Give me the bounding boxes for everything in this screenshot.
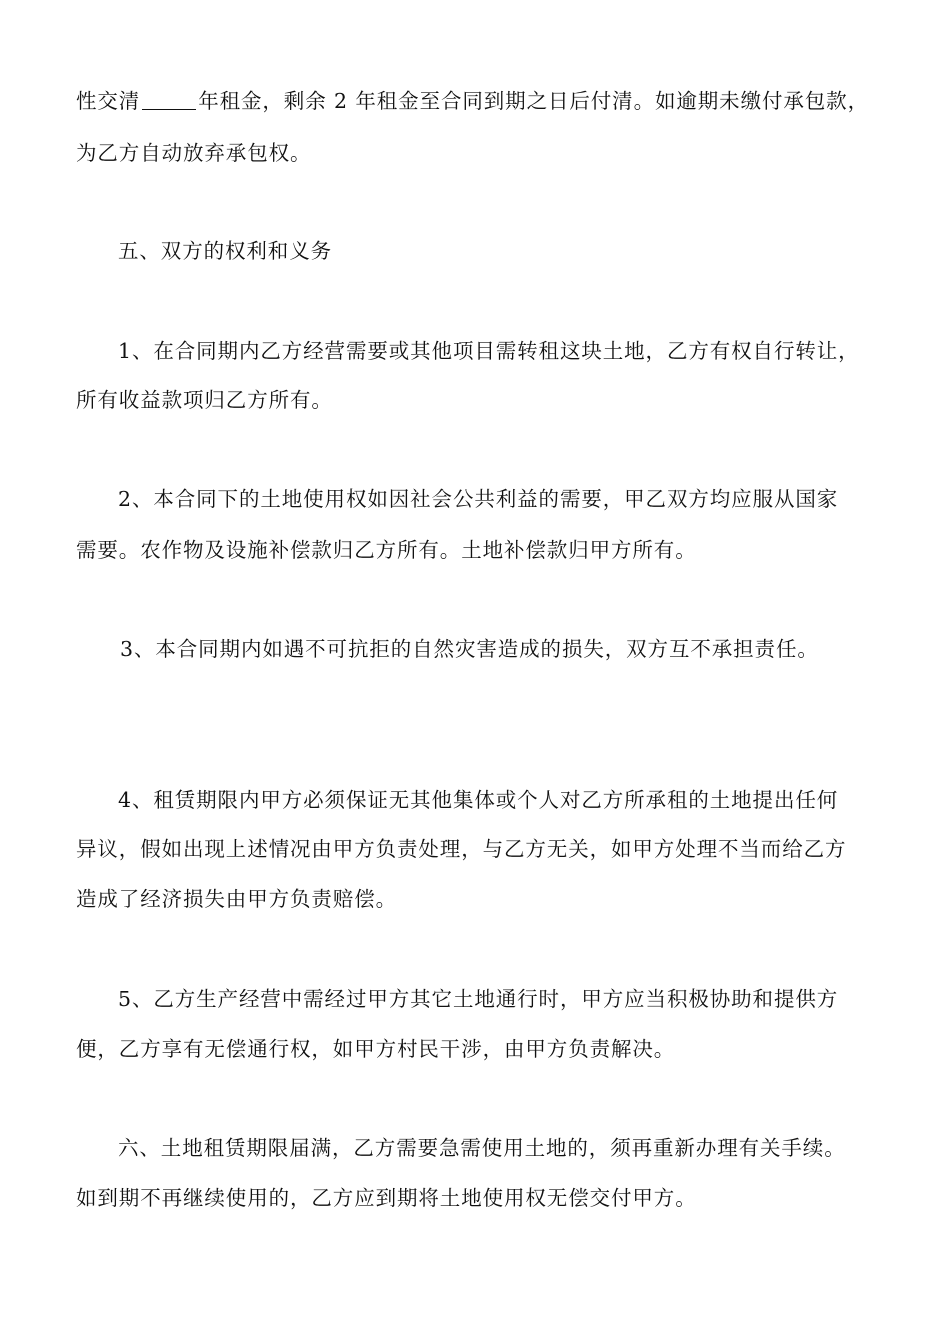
section-heading: 五、双方的权利和义务 bbox=[118, 239, 332, 263]
text-segment: 年租金，剩余 2 年租金至合同到期之日后付清。如逾期未缴付承包款， bbox=[198, 89, 869, 113]
clause-2-line-2: 需要。农作物及设施补偿款归乙方所有。土地补偿款归甲方所有。 bbox=[76, 538, 697, 562]
clause-5-line-2: 便，乙方享有无偿通行权，如甲方村民干涉，由甲方负责解决。 bbox=[76, 1037, 676, 1061]
text-segment: 性交清 bbox=[76, 89, 141, 113]
clause-1-line-1: 1、在合同期内乙方经营需要或其他项目需转租这块土地，乙方有权自行转让， bbox=[118, 339, 860, 363]
fill-in-blank bbox=[142, 89, 196, 110]
clause-4-line-2: 异议，假如出现上述情况由甲方负责处理，与乙方无关，如甲方处理不当而给乙方 bbox=[76, 837, 847, 861]
paragraph-line bbox=[76, 87, 886, 115]
section-6-line-1: 六、土地租赁期限届满，乙方需要急需使用土地的，须再重新办理有关手续。 bbox=[118, 1136, 846, 1160]
clause-1-line-2: 所有收益款项归乙方所有。 bbox=[76, 388, 333, 412]
section-6-line-2: 如到期不再继续使用的，乙方应到期将土地使用权无偿交付甲方。 bbox=[76, 1186, 697, 1210]
clause-2-line-1: 2、本合同下的土地使用权如因社会公共利益的需要，甲乙双方均应服从国家 bbox=[118, 487, 839, 511]
paragraph-line: 为乙方自动放弃承包权。 bbox=[76, 141, 312, 165]
clause-5-line-1: 5、乙方生产经营中需经过甲方其它土地通行时，甲方应当积极协助和提供方 bbox=[118, 987, 839, 1011]
clause-4-line-1: 4、租赁期限内甲方必须保证无其他集体或个人对乙方所承租的土地提出任何 bbox=[118, 788, 839, 812]
clause-3-line-1: 3、本合同期内如遇不可抗拒的自然灾害造成的损失，双方互不承担责任。 bbox=[120, 637, 819, 661]
clause-4-line-3: 造成了经济损失由甲方负责赔偿。 bbox=[76, 887, 397, 911]
